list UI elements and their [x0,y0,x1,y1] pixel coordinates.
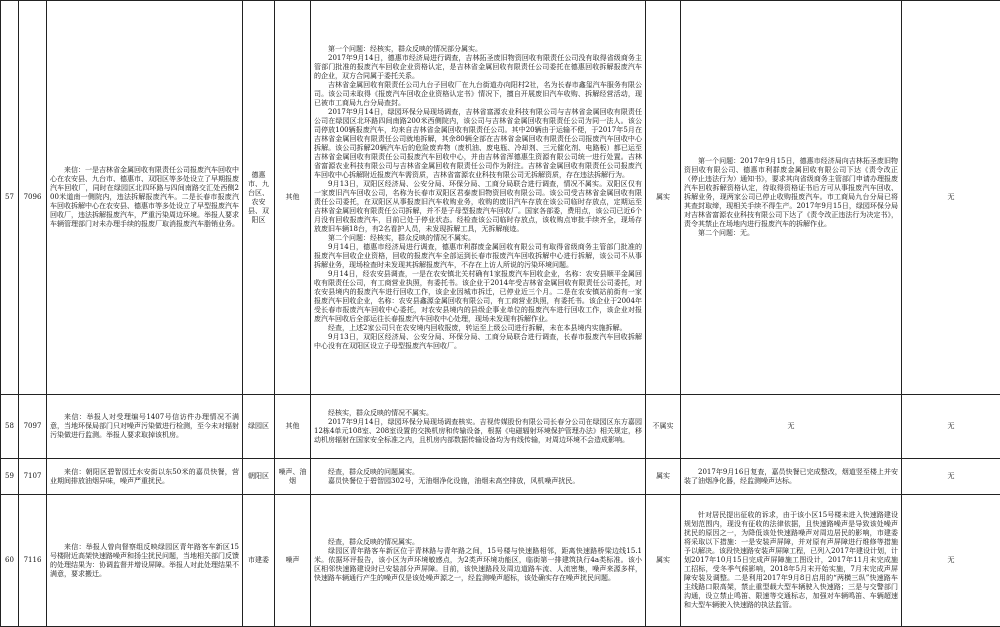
complaint-cell [47,395,243,459]
accountability-cell: 无 [902,1,1000,395]
verdict-cell: 不属实 [646,395,681,459]
code-cell: 7096 [19,1,47,395]
investigation-paragraph: 2017年9月14日，绿园环保分局现场调查核实。吉视传媒股份有限公司长春分公司在绿园区东方嘉园12栋4单元108室、208室设置的交换机房和传输设备，根据《电磁辐射环境保护管理办法》相关规定，移动机房辐射在国家安全标准之内，且机房内部数据传输设备均为有线传输，对周边环境不会造成影响。 [314,418,642,445]
complaint-text: 来信：朝阳区碧智园迁水安街以东50米的嘉员快餐，营业期间排放油烟异味，噪声严重扰民。 [50,468,239,486]
verdict-cell: 属实 [646,495,681,627]
investigation-paragraph: 经查，群众反映的情况属实。 [314,538,642,547]
investigation-cell [311,495,646,627]
category-cell: 噪声、油烟 [275,459,311,495]
code-cell: 7107 [19,459,47,495]
handling-cell [681,495,902,627]
investigation-paragraph: 9月13日，双阳区经济局、公安分局、环保分局、工商分局联合进行调查，长春市报废汽车回收拆解中心没有在双阳区设立子母型报废汽车回收厂。 [314,333,642,351]
handling-paragraph: 针对居民提出征收的诉求，由于该小区15号楼未进入快速路建设规划范围内，现没有征收的法律依据，且快速路噪声是导致该处噪声扰民的原因之一，为降低该处快速路噪声对周边居民的影响，市建委将采取以下措施：一是安装声屏障，并对原有声屏障进行维修等措施予以解决。该段快速路安装声屏障工程，已列入2017年建设计划，计划2017年10月15日完成声屏障施工图设计，2017年11月末完成施工招标，受冬季气候影响，2018年5月末开始实施，7月末完成声屏障安装及调整。二是利用2017年9月8日启用的“两横三纵”快速路车主线路口限高架，禁止重型载大型车辆驶入快速路；三是与交警部门沟通，设立禁止鸣笛、限速等交通标志，加强对车辆鸣笛、车辆超速和大型车辆驶入快速路的执法监管。 [684,511,898,610]
region-cell: 朝阳区 [243,459,275,495]
investigation-paragraph: 嘉员快餐位于碧智园302号，无油烟净化设施，油烟未高空排放，风机噪声扰民。 [314,477,642,486]
complaint-text: 来信：举报人曾向督察组反映绿园区青年路客车新区15号楼附近高架快速路噪声和扬尘扰民问题，当地相关部门反馈的处理结果为：协调监督并增设屏障。举报人对此处理结果不满意，要求搬迁。 [50,543,239,579]
investigation-paragraph: 第二个问题：经核实，群众反映的情况不属实。 [314,234,642,243]
verdict-cell: 属实 [646,1,681,395]
accountability-cell: 无 [902,495,1000,627]
handling-cell [681,459,902,495]
handling-paragraph: 第二个问题：无。 [684,229,898,238]
code-cell: 7097 [19,395,47,459]
seq-cell: 59 [1,459,19,495]
investigation-paragraph: 经核实，群众反映的情况不属实。 [314,409,642,418]
code-cell: 7116 [19,495,47,627]
category-cell: 其他 [275,1,311,395]
seq-cell: 58 [1,395,19,459]
complaint-text: 来信：举报人对受理编号1407号信访件办理情况不满意，当地环保局部门只对噪声污染做进行检测，至今未对辐射污染做进行监测。举报人要求取掉该机房。 [50,413,239,440]
investigation-paragraph: 第一个问题：经核实，群众反映的情况部分属实。 [314,45,642,54]
seq-cell: 60 [1,495,19,627]
investigation-paragraph: 9月14日，经农安县调查，一是在农安镇北关村确有1家报废汽车回收企业，名称：农安县顺平金属回收有限责任公司，有工商营业执照，有委托书。该企业于2014年受吉林省金属回收有限责任公司委托，对农安县境内的报废汽车进行回收工作，该企业因城市拆迁，已停业近三个月。二是在农安镇站前街有一家报废汽车回收企业，名称：农安县鑫源金属回收有限公司，有工商营业执照，有委托书。该企业于2004年受长春市报废汽车回收中心委托，对农安县境内的县级企事业单位的报废汽车进行回收工作，该企业对报废汽车回收后全部运往长春报废汽车回收中心处理，现场未发现有拆解作业。 [314,270,642,324]
region-cell: 德惠市、九台区、农安县、双阳区 [243,1,275,395]
investigation-paragraph: 绿园区青年路客车新区位于青林路与青年路之间，15号楼与快速路相邻，距离快速路桥梁边线15.1米。依据环评报告，该小区为声环境敏感点，为2类声环境功能区，临街第一排建筑执行4a类标准。该小区相邻快速路建设时已安装部分声屏障。目前，该快速路段及周边道路车流、人流密集，噪声来源多样，快速路车辆通行产生的噪声仅是该处噪声源之一，经监测噪声超标，该处确实存在噪声扰民问题。 [314,547,642,583]
handling-paragraph: 第一个问题：2017年9月15日，德惠市经济局向吉林拓圣废旧物资回收有限公司、德惠市利群废金属回收有限公司下达《责令改正（停止违法行为）通知书》，要求其向省级商务主管部门申请办理报废汽车回收拆解资格认定，待取得资格证书后方可从事报废汽车回收、拆解业务，现两家公司已停止收购报废汽车。市工商局九台分局已将其查封取缔，现相关手续不得生产。2017年9月15日，绿园环保分局对吉林省富源农业科技有限公司下达了《责令改正违法行为决定书》，责令其禁止在场地内进行报废汽车的拆解作业。 [684,157,898,229]
investigation-cell [311,1,646,395]
investigation-paragraph: 2017年9月14日，绿园环保分局现场调查，吉林省富源农业科技有限公司与吉林省金属回收有限责任公司在绿园区北环路四间南路200米西侧院内，该公司与吉林省金属回收有限责任公司为同一法人。该公司停放100辆报废汽车，均来自吉林省金属回收有限责任公司。其中20辆由于运输不便，于2017年5月在吉林省金属回收有限责任公司就地拆解，其余80辆全部在吉林省金属回收有限责任公司报废汽车回收中心拆解。该公司拆解20辆汽车后的危险废弃物（废机油、废电瓶、冷却剂、三元催化剂、电路板）都已运至吉林省金属回收有限责任公司报废汽车回收中心，并由吉林省浑德惠生资源有限公司统一进行处置。吉林省富源农业科技有限公司与吉林省金属回收有限责任公司作为附注。吉林省金属回收有限责任公司报废汽车回收中心拆解附近报废汽车需资质，吉林省富源农业科技有限公司无拆解资质，存在违法拆解行为。 [314,108,642,180]
investigation-paragraph: 经查，上述2家公司只在农安境内回收报废，转运至上级公司进行拆解，未在本县境内实施拆解。 [314,324,642,333]
accountability-cell: 无 [902,459,1000,495]
category-cell: 噪声 [275,495,311,627]
table-row [1,1,1000,395]
handling-cell [681,1,902,395]
seq-cell: 57 [1,1,19,395]
table-row [1,495,1000,627]
complaint-cell [47,459,243,495]
table-row [1,395,1000,459]
complaint-text: 来信：一是吉林省金属回收有限责任公司报废汽车回收中心在农安县、九台市、德惠市、双阳区等多处设立了早期报废汽车回收厂，同时在绿园区北四环路与四间南路交汇处西侧200米道南一侧院内，违法拆解报废汽车。二是长春市报废汽车回收拆解中心在农安县、德惠市等多处设立了早型报废汽车回收厂，违法拆解报废汽车，严重污染周边环境。举报人要求车辆管理部门对未办理手续的报废厂取消报废汽车脂销业务。 [50,166,239,229]
verdict-cell: 属实 [646,459,681,495]
investigation-paragraph: 经查，群众反映的问题属实。 [314,468,642,477]
handling-cell [681,395,902,459]
investigation-paragraph: 9月13日，双阳区经济局、公安分局、环保分局、工商分局联合进行调查，情况不属实。双阳区仅有一家废旧汽车回收公司，名称为长春市双阳区君泰废旧物资回收有限公司。该公司受吉林省金属回收有限责任公司委托，在双阳区从事报废旧汽车收购业务，收购的废旧汽车存放在该公司临时存放点，定期运至吉林省金属回收有限责任公司拆解，并不是子母型报废汽车回收厂。国家各部委，费用点，该公司已近6个月没有回收报废汽车，目前已处于停业状态。经检查该公司临时存放点，该收购点审批手续齐全，现场存放废旧车辆18台，有2名看护人员，未发现拆解工具，无拆解痕迹。 [314,180,642,234]
investigation-paragraph: 9月14日，德惠市经济局进行调查，德惠市利群废金属回收有限公司有取得省级商务主管部门批准的报废汽车回收企业资格，回收的报废汽车全部运到长春市报废汽车回收拆解中心进行拆解，该公司不从事拆解业务，现场检查时未发现其拆解报废汽车，不存在上访人所说的污染环境问题。 [314,243,642,270]
handling-paragraph: 无 [684,422,898,431]
investigation-cell [311,395,646,459]
handling-paragraph: 2017年9月16日复查，嘉员快餐已完成整改，烟道竖至楼上并安装了油烟净化器，经监测噪声达标。 [684,468,898,486]
region-cell: 市建委 [243,495,275,627]
investigation-paragraph: 吉林省金属回收有限责任公司九台子回收厂在九台街道办向阳村2社，名为长春市鑫玺汽车服务有限公司。该公司未取得《报废汽车回收企业资格认定书》情况下，擅自开展废旧汽车收购、拆解经营活动，现已被市工商局九台分局查封。 [314,81,642,108]
region-cell: 绿园区 [243,395,275,459]
complaint-cell [47,1,243,395]
category-cell: 其他 [275,395,311,459]
accountability-cell: 无 [902,395,1000,459]
table-row [1,459,1000,495]
investigation-paragraph: 2017年9月14日，德惠市经济局进行调查，吉林拓圣废旧物资回收有限责任公司没有取得省级商务主管部门批准的报废汽车回收企业资格认定，是吉林省金属回收有限责任公司委托在德惠回收拆解报废汽车的企业，双方合同属于委托关系。 [314,54,642,81]
complaint-cell [47,495,243,627]
investigation-cell [311,459,646,495]
